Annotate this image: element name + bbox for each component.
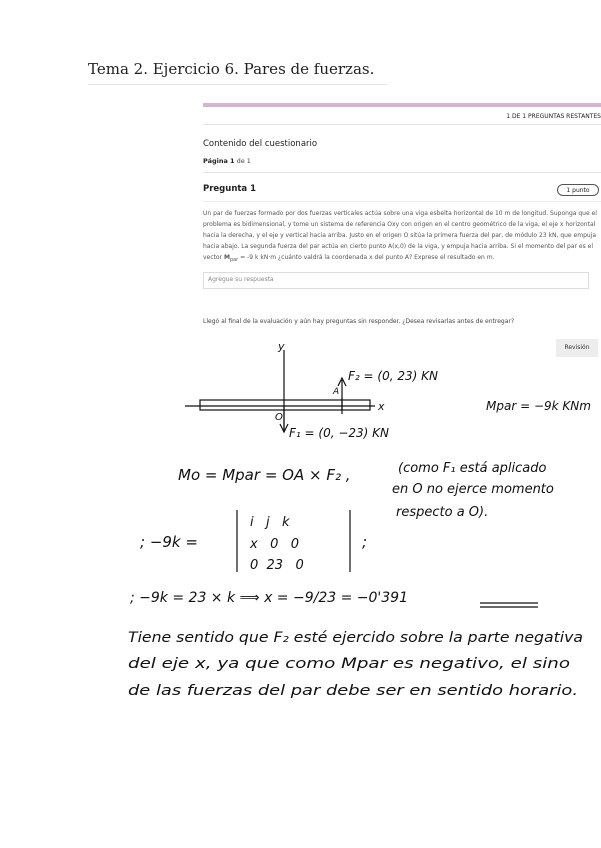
- note-line-1: (como F₁ está aplicado: [398, 461, 547, 476]
- f2-label: F₂ = (0, 23) KN: [348, 369, 438, 383]
- moment-vector-subscript: par: [229, 257, 239, 264]
- determinant-end: ;: [362, 533, 368, 551]
- quiz-contents-heading: Contenido del cuestionario: [203, 139, 318, 149]
- determinant-lhs: ; −9k =: [140, 533, 198, 551]
- end-of-quiz-message: Llegó al final de la evaluación y aún hay preguntas sin responder. ¿Desea revisarlas antes de entregar?: [203, 318, 515, 325]
- y-axis-label: y: [278, 340, 285, 353]
- determinant-row-2: x 0 0: [250, 537, 300, 552]
- page-title: Tema 2. Ejercicio 6. Pares de fuerzas.: [88, 60, 375, 78]
- point-a-label: A: [333, 387, 340, 397]
- points-badge: 1 punto: [557, 184, 599, 196]
- f1-label: F₁ = (0, −23) KN: [289, 426, 390, 440]
- page-current: 1: [229, 157, 235, 165]
- conclusion-line-3: de las fuerzas del par debe ser en sentido horario.: [128, 683, 578, 699]
- x-axis-label: x: [378, 400, 385, 413]
- origin-label: O: [275, 412, 283, 423]
- question-text-part2: = -9 k kN·m ¿cuánto valdrá la coordenada x del punto A? Exprese el resultado en m.: [240, 254, 495, 261]
- question-title: Pregunta 1: [203, 184, 257, 194]
- review-button[interactable]: Revisión: [556, 339, 598, 357]
- determinant-row-3: 0 23 0: [250, 558, 304, 573]
- moment-equation: Mo = Mpar = OA × F₂ ,: [178, 466, 351, 484]
- beam-outline: [200, 400, 370, 410]
- result-equation: ; −9k = 23 × k ⟹ x = −9/23 = −0'391: [130, 590, 408, 606]
- moment-vector-symbol: M: [223, 254, 230, 261]
- page-total: de 1: [236, 157, 251, 165]
- determinant-row-1: i j k: [250, 515, 290, 530]
- conclusion-line-2: del eje x, ya que como Mpar es negativo, el sino: [128, 656, 570, 672]
- page-label: Página: [203, 157, 228, 165]
- progress-label: 1 DE 1 PREGUNTAS RESTANTES: [506, 113, 601, 120]
- mpar-label: Mpar = −9k KNm: [486, 399, 591, 413]
- note-line-3: respecto a O).: [396, 505, 489, 520]
- note-line-2: en O no ejerce momento: [392, 482, 554, 497]
- question-text-part1: Un par de fuerzas formado por dos fuerzas verticales actúa sobre una viga esbelta horizontal de 10 m de longitud. Suponga que el problema es bidimensional, y tome un sistema de referencia Oxy con origen en el centro geométrico de la viga, el eje x horizontal hacia la derecha, y el eje y vertical hacia arriba. Justo en el origen O sitúa la primera fuerza del par, de módulo 23 kN, que empuja hacia abajo. La segunda fuerza del par actúa en cierto punto A(x,0) de la viga, y empuja hacia arriba. Si el momento del par es el vector: [203, 210, 597, 261]
- answer-placeholder: Agregue su respuesta: [208, 276, 274, 283]
- conclusion-line-1: Tiene sentido que F₂ esté ejercido sobre la parte negativa: [128, 630, 583, 646]
